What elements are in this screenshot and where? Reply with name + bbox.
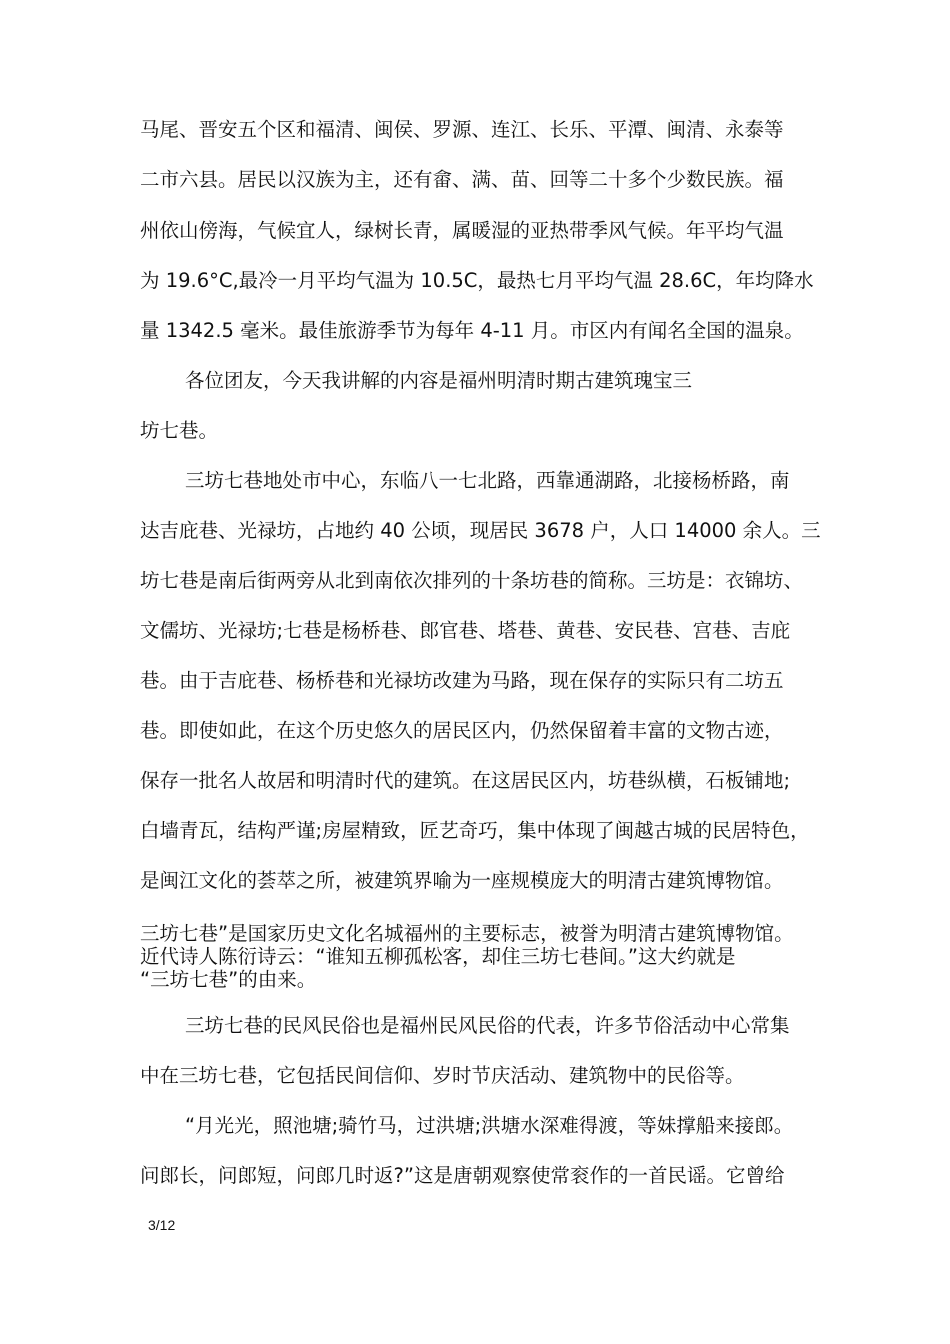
text-line: 达吉庇巷、光禄坊，占地约 40 公顷，现居民 3678 户，人口 14000 余人。三 bbox=[140, 519, 821, 542]
text-line: 是闽江文化的荟萃之所，被建筑界喻为一座规模庞大的明清古建筑博物馆。 bbox=[140, 869, 784, 892]
text-line: 州依山傍海，气候宜人，绿树长青，属暖湿的亚热带季风气候。年平均气温 bbox=[140, 219, 784, 242]
text-line: 三坊七巷”是国家历史文化名城福州的主要标志，被誉为明清古建筑博物馆。 bbox=[140, 922, 794, 945]
text-line: 坊七巷。 bbox=[140, 419, 219, 442]
text-line: 二市六县。居民以汉族为主，还有畲、满、苗、回等二十多个少数民族。福 bbox=[140, 168, 784, 191]
text-line: 白墙青瓦，结构严谨;房屋精致，匠艺奇巧，集中体现了闽越古城的民居特色， bbox=[140, 819, 810, 842]
text-line: 坊七巷是南后街两旁从北到南依次排列的十条坊巷的简称。三坊是：衣锦坊、 bbox=[140, 569, 804, 592]
text-line: 文儒坊、光禄坊;七巷是杨桥巷、郎官巷、塔巷、黄巷、安民巷、宫巷、吉庇 bbox=[140, 619, 791, 642]
text-line: 中在三坊七巷，它包括民间信仰、岁时节庆活动、建筑物中的民俗等。 bbox=[140, 1064, 745, 1087]
text-line: 问郎长，问郎短，问郎几时返?”这是唐朝观察使常衮作的一首民谣。它曾给 bbox=[140, 1164, 785, 1187]
paragraph-first-line: 三坊七巷的民风民俗也是福州民风民俗的代表，许多节俗活动中心常集 bbox=[185, 1014, 790, 1037]
text-line: 巷。即使如此，在这个历史悠久的居民区内，仍然保留着丰富的文物古迹， bbox=[140, 719, 784, 742]
text-line: 近代诗人陈衍诗云：“谁知五柳孤松客，却住三坊七巷间。”这大约就是 bbox=[140, 945, 736, 968]
paragraph-first-line: “月光光，照池塘;骑竹马，过洪塘;洪塘水深难得渡，等妹撑船来接郎。 bbox=[185, 1114, 794, 1137]
text-line: 为 19.6°C,最冷一月平均气温为 10.5C，最热七月平均气温 28.6C，年均降水 bbox=[140, 269, 814, 292]
text-line: 马尾、晋安五个区和福清、闽侯、罗源、连江、长乐、平潭、闽清、永泰等 bbox=[140, 118, 784, 141]
paragraph-first-line: 三坊七巷地处市中心，东临八一七北路，西靠通湖路，北接杨桥路，南 bbox=[185, 469, 790, 492]
text-line: 量 1342.5 毫米。最佳旅游季节为每年 4-11 月。市区内有闻名全国的温泉。 bbox=[140, 319, 804, 342]
text-line: 巷。由于吉庇巷、杨桥巷和光禄坊改建为马路，现在保存的实际只有二坊五 bbox=[140, 669, 784, 692]
text-line: “三坊七巷”的由来。 bbox=[140, 968, 317, 991]
paragraph-first-line: 各位团友，今天我讲解的内容是福州明清时期古建筑瑰宝三 bbox=[185, 369, 693, 392]
text-line: 保存一批名人故居和明清时代的建筑。在这居民区内，坊巷纵横，石板铺地; bbox=[140, 769, 791, 792]
page-number: 3/12 bbox=[148, 1217, 176, 1233]
